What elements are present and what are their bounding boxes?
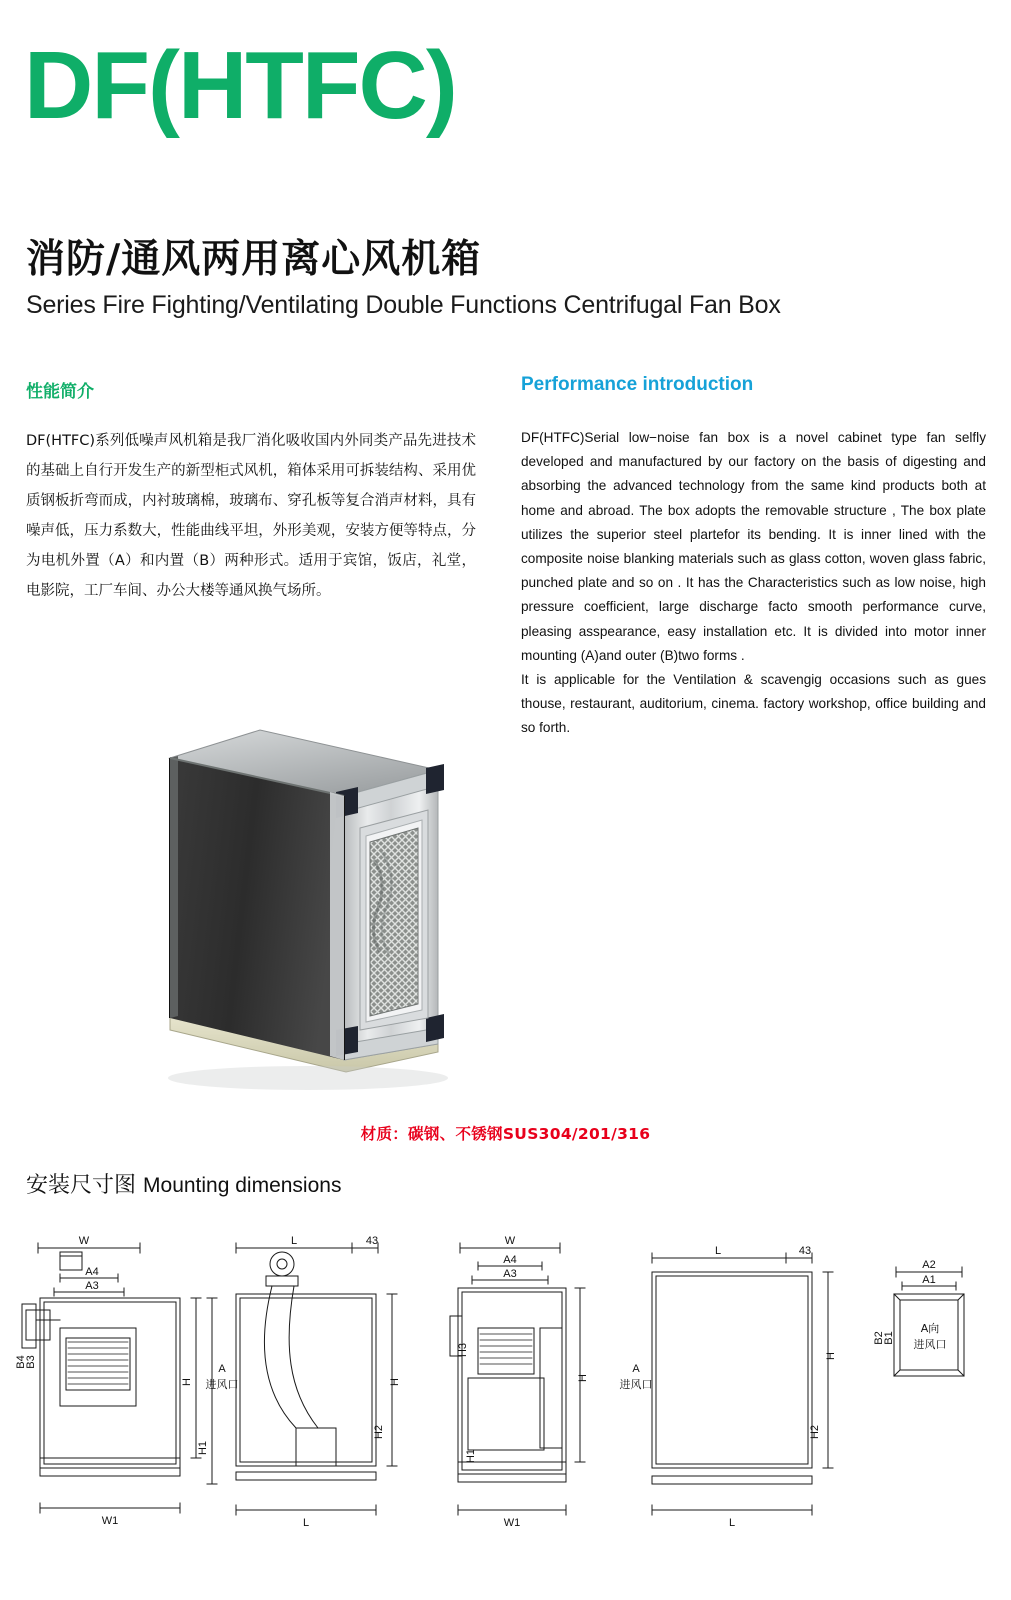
mounting-drawings-svg bbox=[0, 1232, 1011, 1572]
page-title-chinese: 消防/通风两用离心风机箱 bbox=[26, 237, 482, 282]
label-l-2: L bbox=[290, 1235, 298, 1247]
product-photo bbox=[108, 700, 478, 1105]
label-a3-3: A3 bbox=[503, 1268, 517, 1280]
label-h-4: H bbox=[825, 1352, 837, 1360]
label-43-4: 43 bbox=[798, 1245, 812, 1257]
label-b4-1: B4 bbox=[15, 1355, 27, 1369]
performance-body-chinese: DF(HTFC)系列低噪声风机箱是我厂消化吸收国内外同类产品先进技术的基础上自行开发生产的新型柜式风机，箱体采用可拆装结构、采用优质钢板折弯而成，内衬玻璃棉，玻璃布、穿孔板等复合消声材料，具有噪声低，压力系数大，性能曲线平坦，外形美观，安装方便等特点，分为电机外置（A）和内置（B）两种形式。适用于宾馆，饭店，礼堂，电影院，工厂车间、办公大楼等通风换气场所。 bbox=[26, 433, 476, 599]
label-w1-1: W1 bbox=[101, 1515, 119, 1527]
label-b1-5: B1 bbox=[883, 1331, 895, 1345]
label-43-2: 43 bbox=[365, 1235, 379, 1247]
product-photo-illustration bbox=[108, 700, 478, 1105]
label-h1-1: H1 bbox=[197, 1440, 209, 1456]
mounting-heading-cn: 安装尺寸图 bbox=[26, 1173, 137, 1198]
label-w1-3: W1 bbox=[503, 1517, 521, 1529]
label-a-4: A bbox=[632, 1363, 640, 1375]
label-h3-3: H3 bbox=[457, 1342, 469, 1358]
page-title-english: Series Fire Fighting/Ventilating Double Functions Centrifugal Fan Box bbox=[26, 291, 781, 319]
label-inlet-5: 进风口 bbox=[913, 1338, 947, 1351]
drawing-view-1 bbox=[15, 1235, 217, 1527]
label-inlet-4: 进风口 bbox=[619, 1378, 653, 1391]
section-heading-performance-en: Performance introduction bbox=[521, 374, 754, 395]
label-a-2: A bbox=[218, 1363, 226, 1375]
mounting-heading bbox=[26, 1168, 341, 1199]
label-w-1: W bbox=[78, 1235, 90, 1247]
label-h1-3: H1 bbox=[465, 1448, 477, 1464]
performance-body-english-p2: It is applicable for the Ventilation & scavengig occasions such as gues thouse, restaurant, auditorium, cinema. factory workshop, office building and so forth. bbox=[521, 672, 986, 736]
drawing-view-3 bbox=[450, 1235, 589, 1529]
label-w-3: W bbox=[504, 1235, 516, 1247]
drawing-view-4 bbox=[620, 1245, 838, 1529]
label-a4-3: A4 bbox=[503, 1254, 517, 1266]
label-h2-4: H2 bbox=[809, 1424, 821, 1440]
page-title-model: DF(HTFC) bbox=[24, 32, 456, 139]
label-h-2: H bbox=[389, 1378, 401, 1386]
label-a2-5: A2 bbox=[922, 1259, 936, 1271]
label-inlet-2: 进风口 bbox=[205, 1378, 239, 1391]
label-h-3: H bbox=[577, 1374, 589, 1382]
label-h2-2: H2 bbox=[373, 1424, 385, 1440]
drawing-view-5 bbox=[873, 1259, 964, 1376]
label-a4-1: A4 bbox=[85, 1266, 99, 1278]
mounting-drawings bbox=[0, 1232, 1011, 1572]
performance-body-english bbox=[521, 426, 986, 741]
drawing-view-2 bbox=[206, 1235, 402, 1529]
page-footer-rule bbox=[0, 1594, 1011, 1600]
section-heading-performance-cn: 性能简介 bbox=[26, 382, 94, 402]
material-note: 材质：碳钢、不锈钢SUS304/201/316 bbox=[360, 1125, 651, 1143]
label-b3-1: B3 bbox=[25, 1355, 37, 1369]
mounting-heading-en: Mounting dimensions bbox=[143, 1174, 342, 1197]
label-a1-5: A1 bbox=[922, 1274, 936, 1286]
label-l-4: L bbox=[714, 1245, 722, 1257]
label-h-1: H bbox=[181, 1378, 193, 1386]
label-b2-5: B2 bbox=[873, 1331, 885, 1345]
performance-body-english-p1: DF(HTFC)Serial low−noise fan box is a novel cabinet type fan selfly developed and manufactured by our factory on the basis of digesting and absorbing the advanced technology from the same kind products both at home and abroad. The box adopts the removable structure , The box plate utilizes the superior steel plartefor its bending. It is inner lined with the composite noise blanking materials such as glass cotton, woven glass fabric, punched plate and so on . It has the Characteristics such as low noise, high pressure coefficient, large discharge facto smooth performance curve, pleasing asspearance, easy installation etc. It is divided into motor inner mounting (A)and outer (B)two forms . bbox=[521, 430, 986, 663]
label-a3-1: A3 bbox=[85, 1280, 99, 1292]
label-l-4b: L bbox=[728, 1517, 736, 1529]
label-l-2b: L bbox=[302, 1517, 310, 1529]
label-a-dir-5: A向 bbox=[920, 1322, 940, 1335]
